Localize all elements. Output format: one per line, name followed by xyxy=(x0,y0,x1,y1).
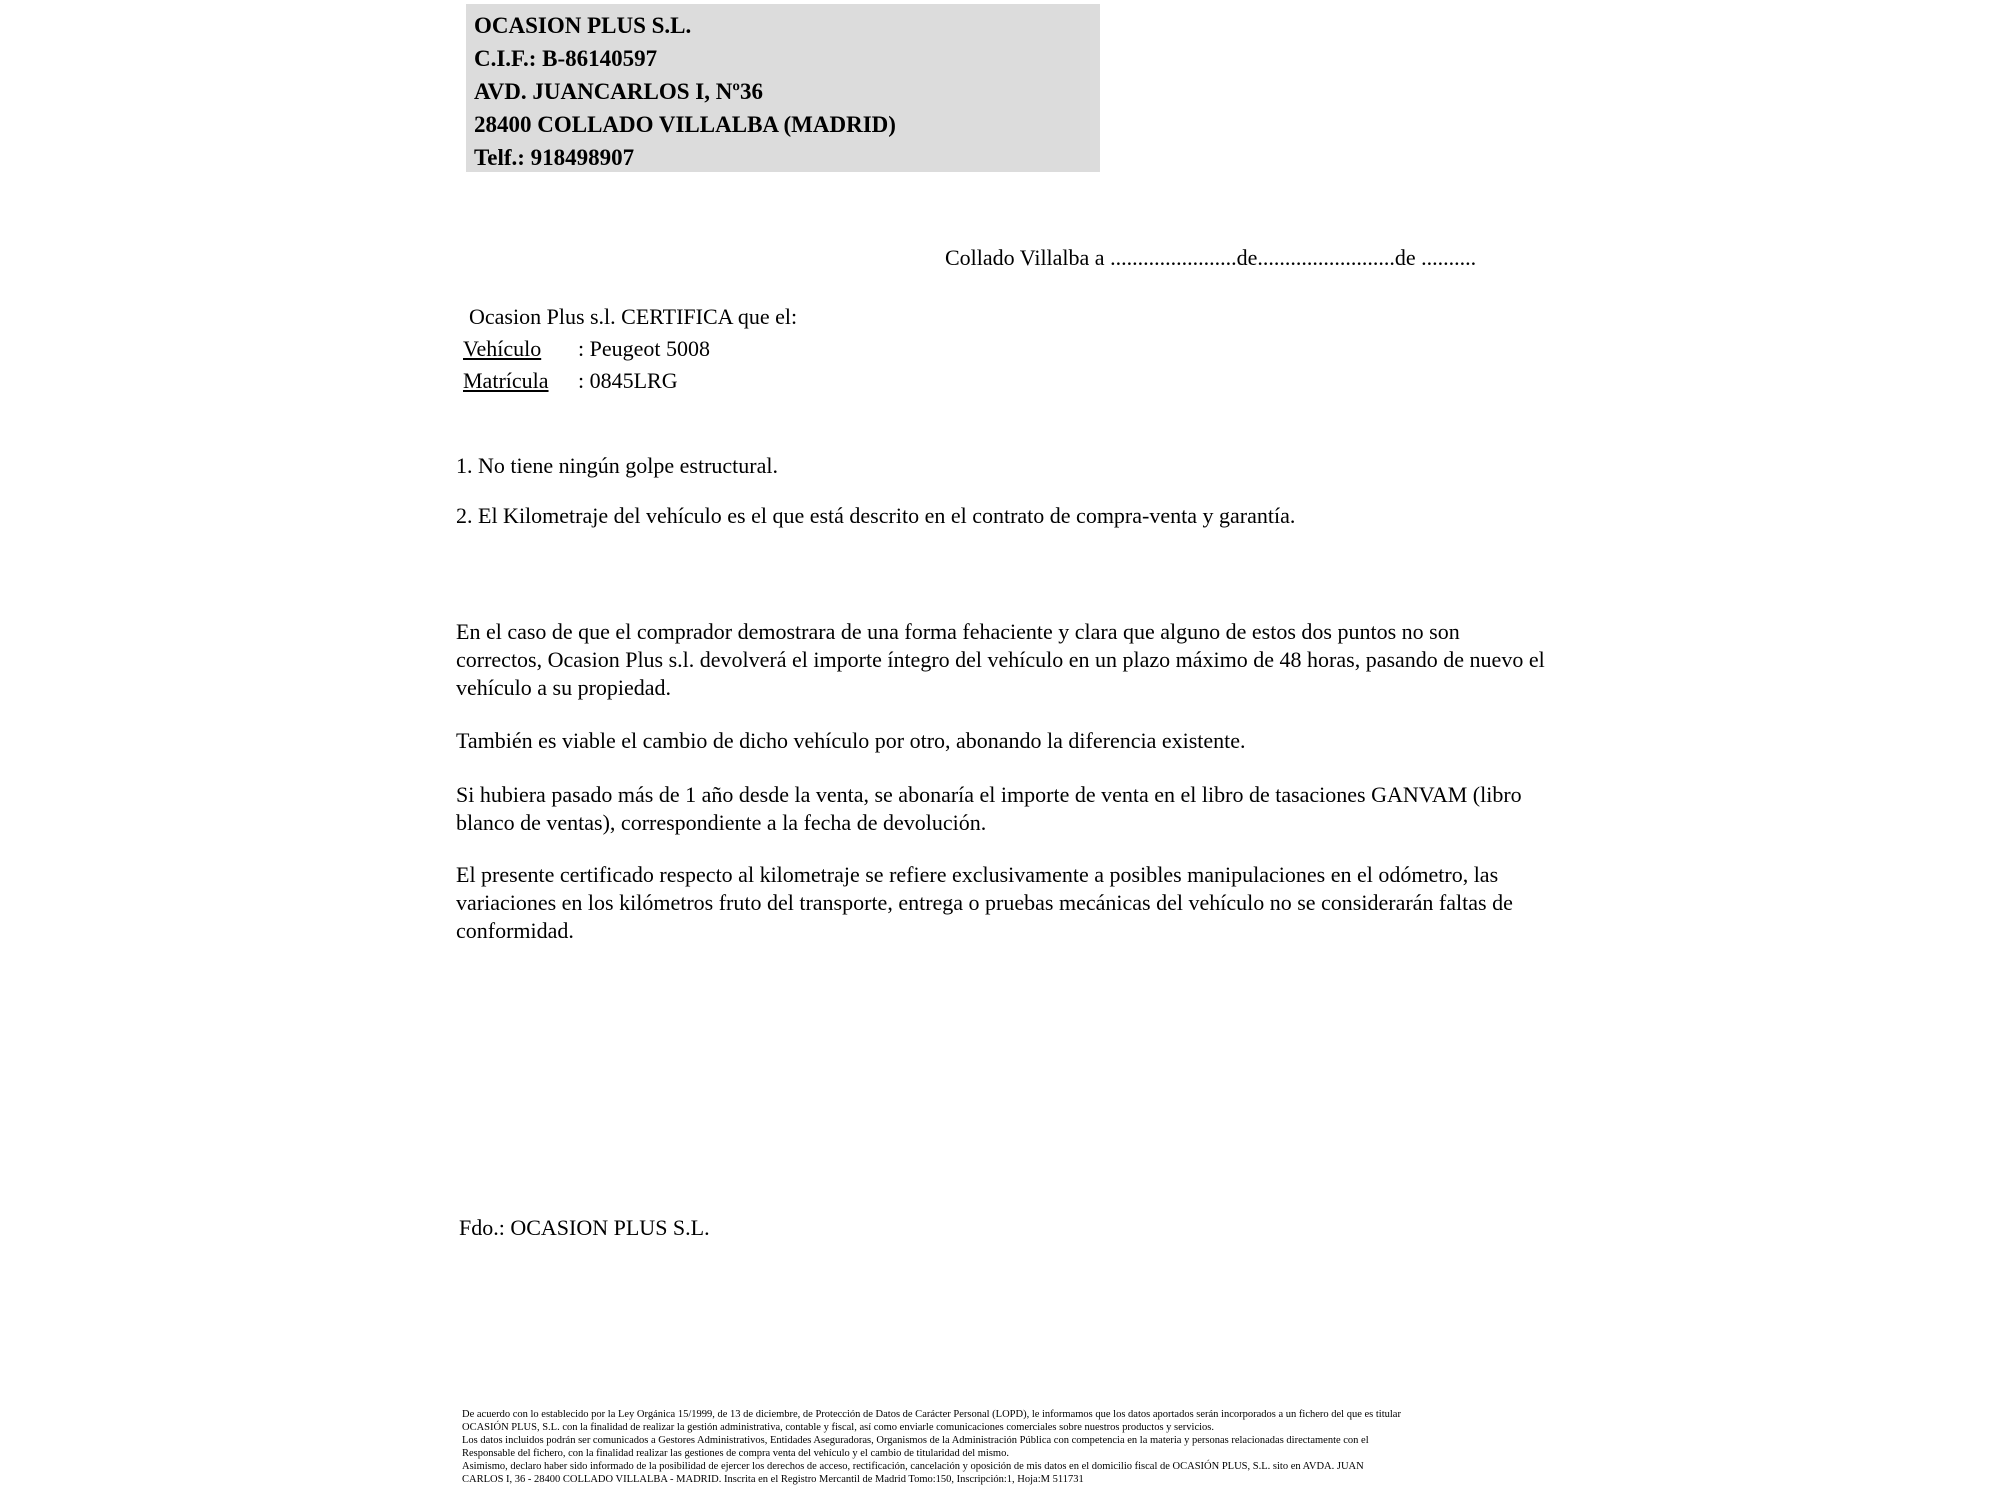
exchange-paragraph: También es viable el cambio de dicho vehículo por otro, abonando la diferencia existente. xyxy=(456,728,1246,753)
legal-footer-line: OCASIÓN PLUS, S.L. con la finalidad de realizar la gestión administrativa, contable y fiscal, así como enviarle comunicaciones comerciales sobre nuestros productos y servicios. xyxy=(462,1422,1214,1433)
letterhead-phone: Telf.: 918498907 xyxy=(474,145,635,170)
letterhead-address: AVD. JUANCARLOS I, Nº36 xyxy=(474,79,763,104)
certified-point-1: 1. No tiene ningún golpe estructural. xyxy=(456,453,778,478)
legal-footer-line: De acuerdo con lo establecido por la Ley Orgánica 15/1999, de 13 de diciembre, de Protección de Datos de Carácter Personal (LOPD), le informamos que los datos aportados serán incorporados a un fichero del que es titular xyxy=(462,1409,1401,1420)
legal-footer-line: Los datos incluidos podrán ser comunicados a Gestores Administrativos, Entidades Aseguradoras, Organismos de la Administración Pública con competencia en la materia y personas relacionadas directamente con el xyxy=(462,1435,1369,1446)
certification-intro: Ocasion Plus s.l. CERTIFICA que el: xyxy=(469,304,798,329)
plate-label: Matrícula xyxy=(463,368,549,393)
legal-footer-line: Asimismo, declaro haber sido informado de la posibilidad de ejercer los derechos de acceso, rectificación, cancelación y oposición de mis datos en el domicilio fiscal de OCASIÓN PLUS, S.L. sito en AVDA. JUAN xyxy=(462,1461,1364,1472)
odometer-disclaimer-paragraph: El presente certificado respecto al kilometraje se refiere exclusivamente a posibles manipulaciones en el odómetro, las variaciones en los kilómetros fruto del transporte, entrega o pruebas mecánicas del vehículo no se considerarán faltas de conformidad. xyxy=(456,862,1513,943)
letterhead-company-name: OCASION PLUS S.L. xyxy=(474,13,692,38)
legal-footer-line: Responsable del fichero, con la finalidad realizar las gestiones de compra venta del vehículo y el cambio de titularidad del mismo. xyxy=(462,1448,1009,1459)
letterhead-cif: C.I.F.: B-86140597 xyxy=(474,46,658,71)
ganvam-paragraph: Si hubiera pasado más de 1 año desde la venta, se abonaría el importe de venta en el libro de tasaciones GANVAM (libro blanco de ventas), correspondiente a la fecha de devolución. xyxy=(456,782,1522,835)
legal-footer xyxy=(462,1408,1567,1486)
refund-paragraph: En el caso de que el comprador demostrara de una forma fehaciente y clara que alguno de estos dos puntos no son correctos, Ocasion Plus s.l. devolverá el importe íntegro del vehículo en un plazo máximo de 48 horas, pasando de nuevo el vehículo a su propiedad. xyxy=(456,619,1545,700)
vehicle-label: Vehículo xyxy=(463,336,542,361)
certified-point-2: 2. El Kilometraje del vehículo es el que está descrito en el contrato de compra-venta y garantía. xyxy=(456,503,1296,528)
plate-row xyxy=(463,365,797,397)
letterhead-city: 28400 COLLADO VILLALBA (MADRID) xyxy=(474,112,896,137)
letterhead-block xyxy=(466,4,1100,172)
plate-value: : 0845LRG xyxy=(578,368,678,393)
certification-block xyxy=(463,301,797,397)
vehicle-row xyxy=(463,333,797,365)
date-fill-in-line: Collado Villalba a .......................de.........................de .......... xyxy=(945,245,1477,270)
vehicle-value: : Peugeot 5008 xyxy=(578,336,710,361)
signature-line: Fdo.: OCASION PLUS S.L. xyxy=(459,1215,710,1240)
legal-footer-line: CARLOS I, 36 - 28400 COLLADO VILLALBA - MADRID. Inscrita en el Registro Mercantil de Madrid Tomo:150, Inscripción:1, Hoja:M 511731 xyxy=(462,1474,1084,1485)
